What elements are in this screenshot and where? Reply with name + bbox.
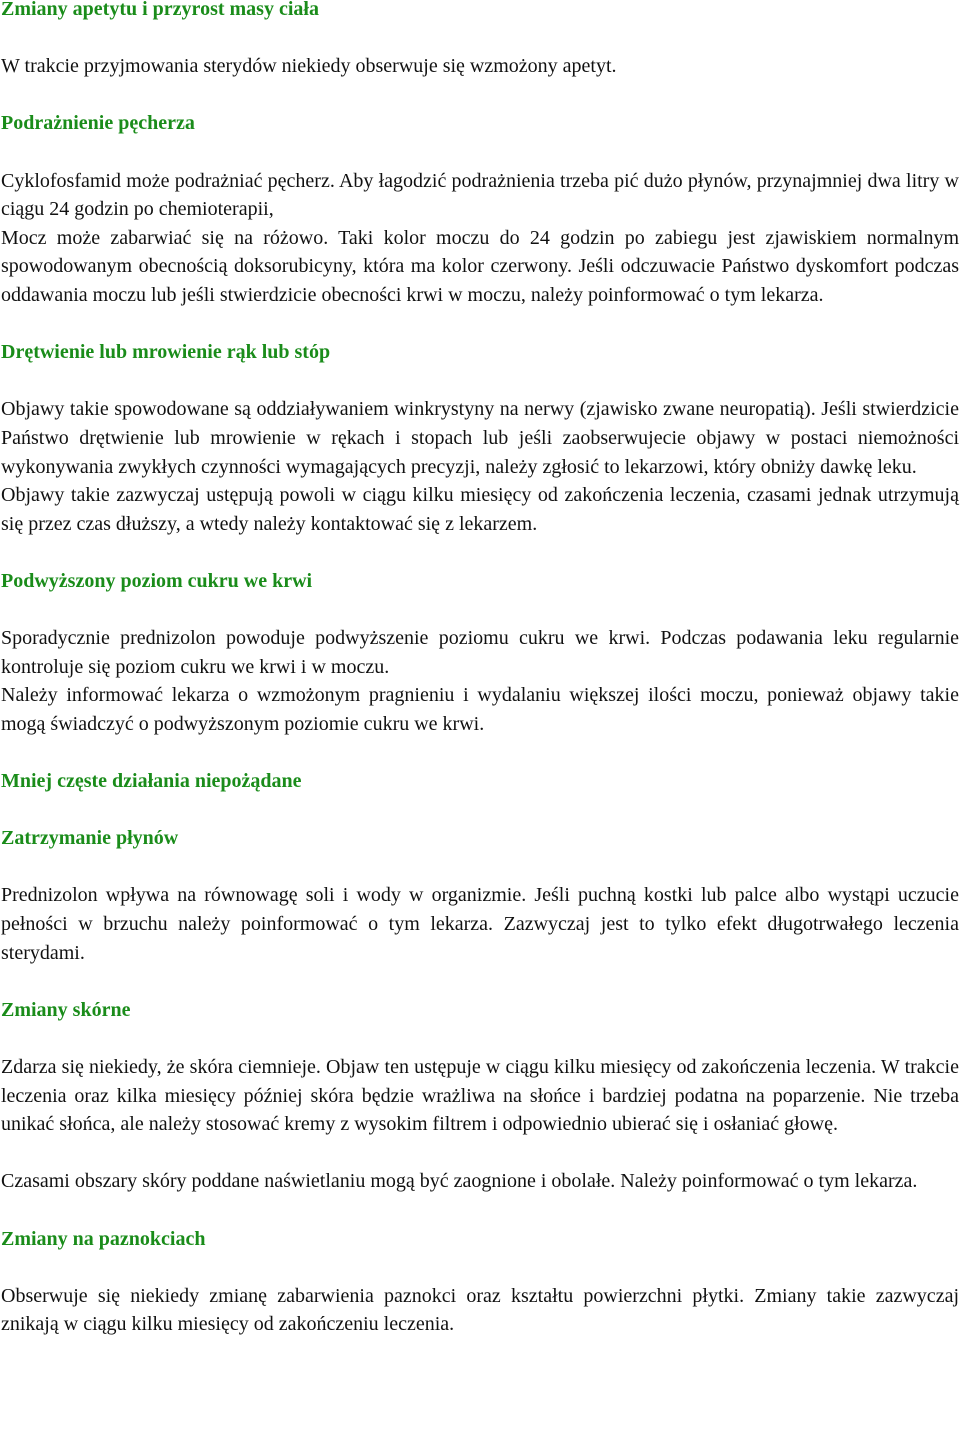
heading-bladder: Podrażnienie pęcherza <box>1 112 195 135</box>
paragraph-blood-sugar-2: Należy informować lekarza o wzmożonym pragnieniu i wydalaniu większej ilości moczu, ponieważ objawy takie mogą świadczyć o podwyższonym poziomie cukru we krwi. <box>1 684 959 735</box>
paragraph-skin-1: Zdarza się niekiedy, że skóra ciemnieje. Objaw ten ustępuje w ciągu kilku miesięcy od zakończenia leczenia. W trakcie leczenia oraz kilka miesięcy później skóra będzie wrażliwa na słońce i bardziej podatna na poparzenie. Nie trzeba unikać słońca, ale należy stosować kremy z wysokim filtrem i odpowiednio ubierać się i osłaniać głowę. <box>1 1055 959 1136</box>
paragraph-skin-2: Czasami obszary skóry poddane naświetlaniu mogą być zaognione i obolałe. Należy poinformować o tym lekarza. <box>1 1170 918 1193</box>
heading-skin-changes: Zmiany skórne <box>1 998 131 1021</box>
paragraph-blood-sugar-1: Sporadycznie prednizolon powoduje podwyższenie poziomu cukru we krwi. Podczas podawania leku regularnie kontroluje się poziom cukru we krwi i w moczu. <box>1 627 959 678</box>
paragraph-numbness-2: Objawy takie zazwyczaj ustępują powoli w ciągu kilku miesięcy od zakończenia leczenia, czasami jednak utrzymują się przez czas dłuższy, a wtedy należy kontaktować się z lekarzem. <box>1 484 959 535</box>
paragraph-numbness-1: Objawy takie spowodowane są oddziaływaniem winkrystyny na nerwy (zjawisko zwane neuropatią). Jeśli stwierdzicie Państwo drętwienie lub mrowienie w rękach i stopach lub jeśli zaobserwujecie objawy w postaci niemożności wykonywania zwykłych czynności wymagających precyzji, należy zgłosić to lekarzowi, który obniży dawkę leku. <box>1 398 959 478</box>
heading-less-common: Mniej częste działania niepożądane <box>1 770 302 793</box>
paragraph-nails: Obserwuje się niekiedy zmianę zabarwienia paznokci oraz kształtu powierzchni płytki. Zmiany takie zazwyczaj znikają w ciągu kilku miesięcy od zakończeniu leczenia. <box>1 1284 959 1336</box>
heading-nail-changes: Zmiany na paznokciach <box>1 1227 206 1250</box>
heading-blood-sugar: Podwyższony poziom cukru we krwi <box>1 569 313 592</box>
heading-appetite: Zmiany apetytu i przyrost masy ciała <box>1 0 319 20</box>
paragraph-fluid-retention: Prednizolon wpływa na równowagę soli i wody w organizmie. Jeśli puchną kostki lub palce albo wystąpi uczucie pełności w brzuchu należy poinformować o tym lekarza. Zazwyczaj jest to tylko efekt długotrwałego leczenia sterydami. <box>1 884 959 964</box>
paragraph-bladder-2: Mocz może zabarwiać się na różowo. Taki kolor moczu do 24 godzin po zabiegu jest zjawiskiem normalnym spowodowanym obecnością doksorubicyny, która ma kolor czerwony. Jeśli odczuwacie Państwo dyskomfort podczas oddawania moczu lub jeśli stwierdzicie obecności krwi w moczu, należy poinformować o tym lekarza. <box>1 226 959 306</box>
heading-numbness: Drętwienie lub mrowienie rąk lub stóp <box>1 341 331 364</box>
paragraph-appetite: W trakcie przyjmowania sterydów niekiedy obserwuje się wzmożony apetyt. <box>1 55 617 78</box>
paragraph-bladder-1: Cyklofosfamid może podrażniać pęcherz. Aby łagodzić podrażnienia trzeba pić dużo płynów, przynajmniej dwa litry w ciągu 24 godzin po chemioterapii, <box>1 169 959 221</box>
heading-fluid-retention: Zatrzymanie płynów <box>1 827 179 850</box>
